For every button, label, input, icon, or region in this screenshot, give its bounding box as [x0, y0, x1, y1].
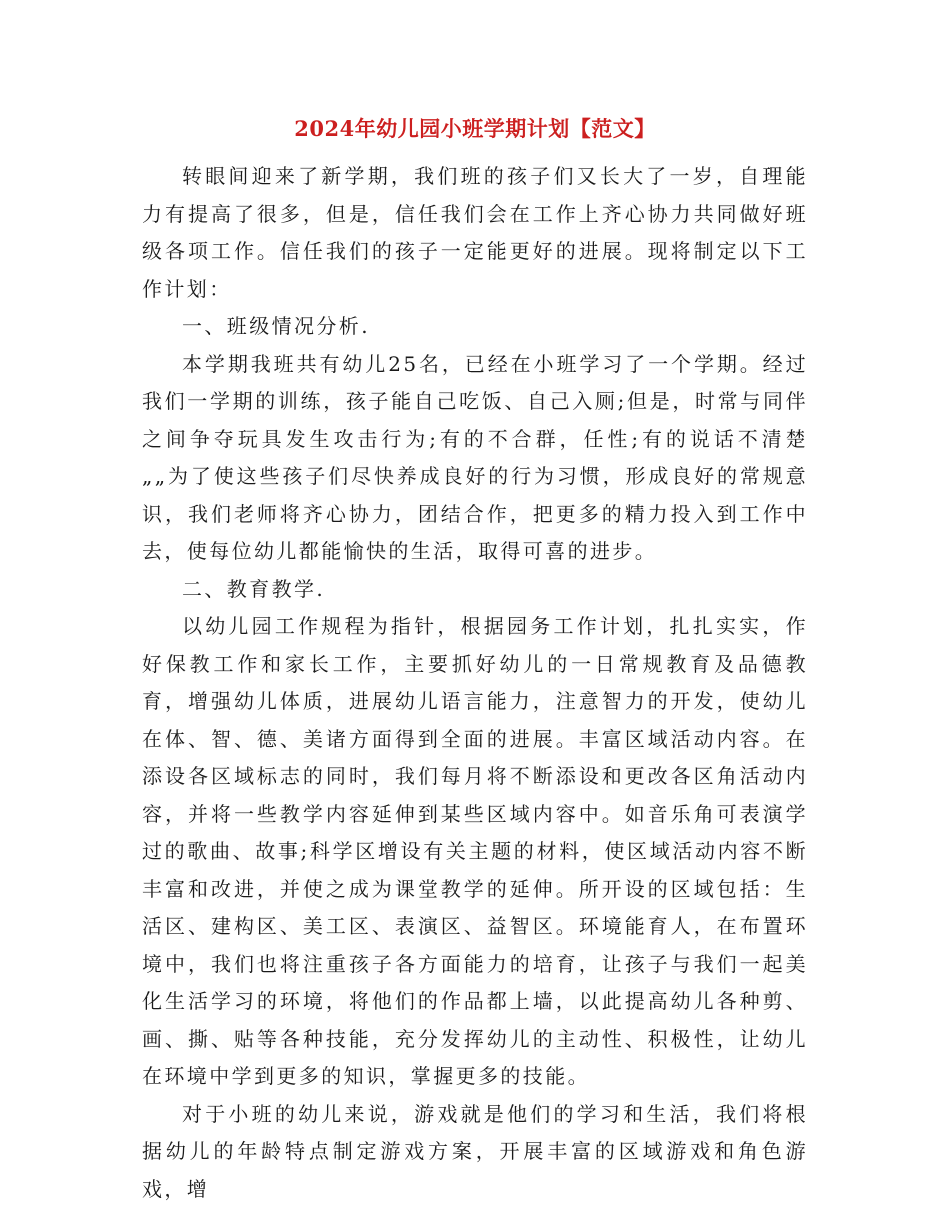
paragraph-teaching: 以幼儿园工作规程为指针，根据园务工作计划，扎扎实实，作好保教工作和家长工作，主要抓好幼儿的一日常规教育及品德教育，增强幼儿体质，进展幼儿语言能力，注意智力的开发，使幼儿在体、智、德、美诸方面得到全面的进展。丰富区域活动内容。在添设各区域标志的同时，我们每月将不断添设和更改各区角活动内容，并将一些教学内容延伸到某些区域内容中。如音乐角可表演学过的歌曲、故事;科学区增设有关主题的材料，使区域活动内容不断丰富和改进，并使之成为课堂教学的延伸。所开设的区域包括：生活区、建构区、美工区、表演区、益智区。环境能育人，在布置环境中，我们也将注重孩子各方面能力的培育，让孩子与我们一起美化生活学习的环境，将他们的作品都上墙，以此提高幼儿各种剪、画、撕、贴等各种技能，充分发挥幼儿的主动性、积极性，让幼儿在环境中学到更多的知识，掌握更多的技能。 — [142, 614, 808, 1088]
document-body — [142, 158, 808, 1208]
document-title: 2024年幼儿园小班学期计划【范文】 — [294, 116, 656, 141]
paragraph-games: 对于小班的幼儿来说，游戏就是他们的学习和生活，我们将根据幼儿的年龄特点制定游戏方案，开展丰富的区域游戏和角色游戏，增 — [142, 1101, 808, 1201]
paragraph-intro: 转眼间迎来了新学期，我们班的孩子们又长大了一岁，自理能力有提高了很多，但是，信任我们会在工作上齐心协力共同做好班级各项工作。信任我们的孩子一定能更好的进展。现将制定以下工作计划： — [142, 164, 808, 301]
paragraph-class-analysis: 本学期我班共有幼儿25名，已经在小班学习了一个学期。经过我们一学期的训练，孩子能自己吃饭、自己入厕;但是，时常与同伴之间争夺玩具发生攻击行为;有的不合群，任性;有的说话不清楚„„为了使这些孩子们尽快养成良好的行为习惯，形成良好的常规意识，我们老师将齐心协力，团结合作，把更多的精力投入到工作中去，使每位幼儿都能愉快的生活，取得可喜的进步。 — [142, 351, 808, 563]
section-heading-class-analysis: 一、班级情况分析. — [182, 314, 370, 338]
section-heading-teaching: 二、教育教学. — [182, 576, 326, 601]
